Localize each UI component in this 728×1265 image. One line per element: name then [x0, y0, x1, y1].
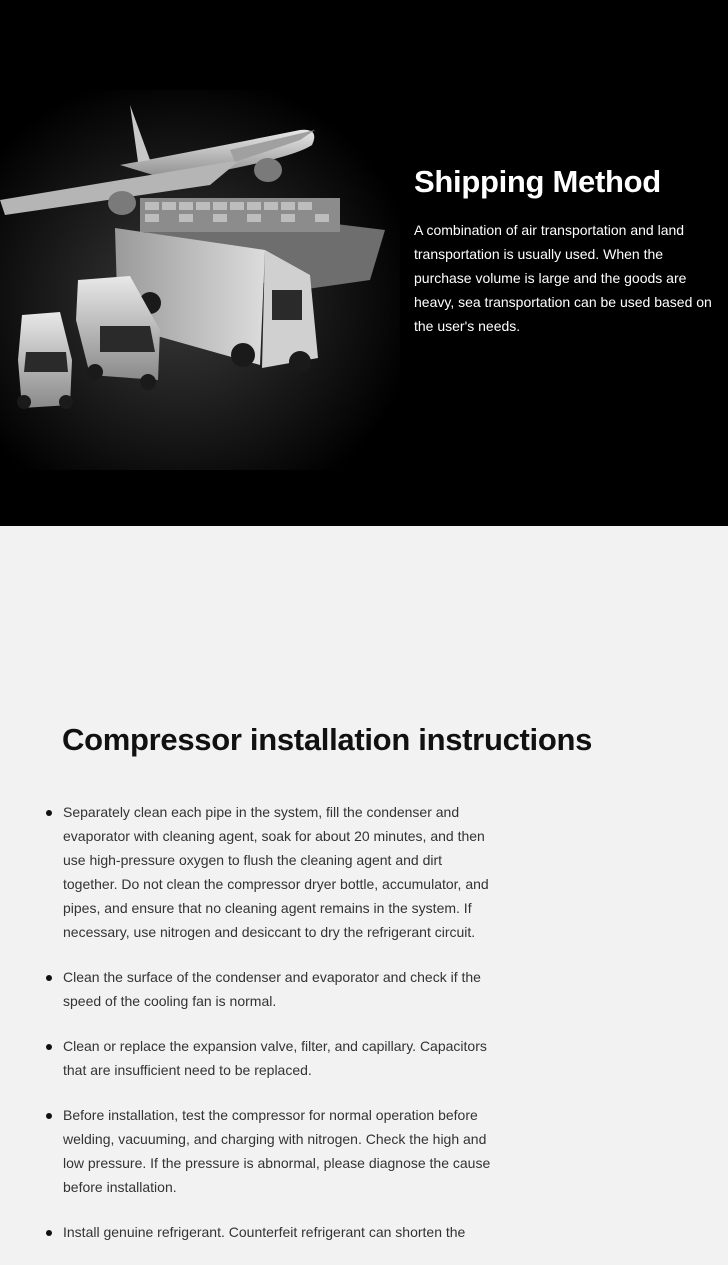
step-text: Clean or replace the expansion valve, filter, and capillary. Capacitors that are insufficient need to be replaced. — [63, 1038, 487, 1078]
bullet-icon — [46, 1113, 52, 1119]
shipping-section — [0, 0, 728, 526]
list-item — [46, 1220, 496, 1244]
installation-title: Compressor installation instructions — [62, 722, 593, 757]
shipping-title: Shipping Method — [414, 164, 661, 199]
shipping-description: A combination of air transportation and land transportation is usually used. When the purchase volume is large and the goods are heavy, sea transportation can be used based on the user's needs. — [414, 222, 712, 334]
step-text: Before installation, test the compressor for normal operation before welding, vacuuming, and charging with nitrogen. Check the high and low pressure. If the pressure is abnormal, please diagnose the cause before installation. — [63, 1107, 491, 1195]
list-item — [46, 1103, 496, 1199]
installation-steps-list — [46, 800, 496, 1265]
step-text: Install genuine refrigerant. Counterfeit refrigerant can shorten the — [63, 1224, 466, 1240]
step-text: Clean the surface of the condenser and evaporator and check if the speed of the cooling fan is normal. — [63, 969, 481, 1009]
transport-vehicles-image — [0, 90, 400, 470]
installation-section — [0, 526, 728, 1263]
bullet-icon — [46, 810, 52, 816]
bullet-icon — [46, 975, 52, 981]
list-item — [46, 965, 496, 1013]
list-item — [46, 800, 496, 944]
list-item — [46, 1034, 496, 1082]
step-text: Separately clean each pipe in the system, fill the condenser and evaporator with cleaning agent, soak for about 20 minutes, and then use high-pressure oxygen to flush the cleaning agent and dirt together. Do not clean the compressor dryer bottle, accumulator, and pipes, and ensure that no cleaning agent remains in the system. If necessary, use nitrogen and desiccant to dry the refrigerant circuit. — [63, 804, 489, 940]
shipping-text-block — [414, 164, 714, 338]
bullet-icon — [46, 1230, 52, 1236]
bullet-icon — [46, 1044, 52, 1050]
